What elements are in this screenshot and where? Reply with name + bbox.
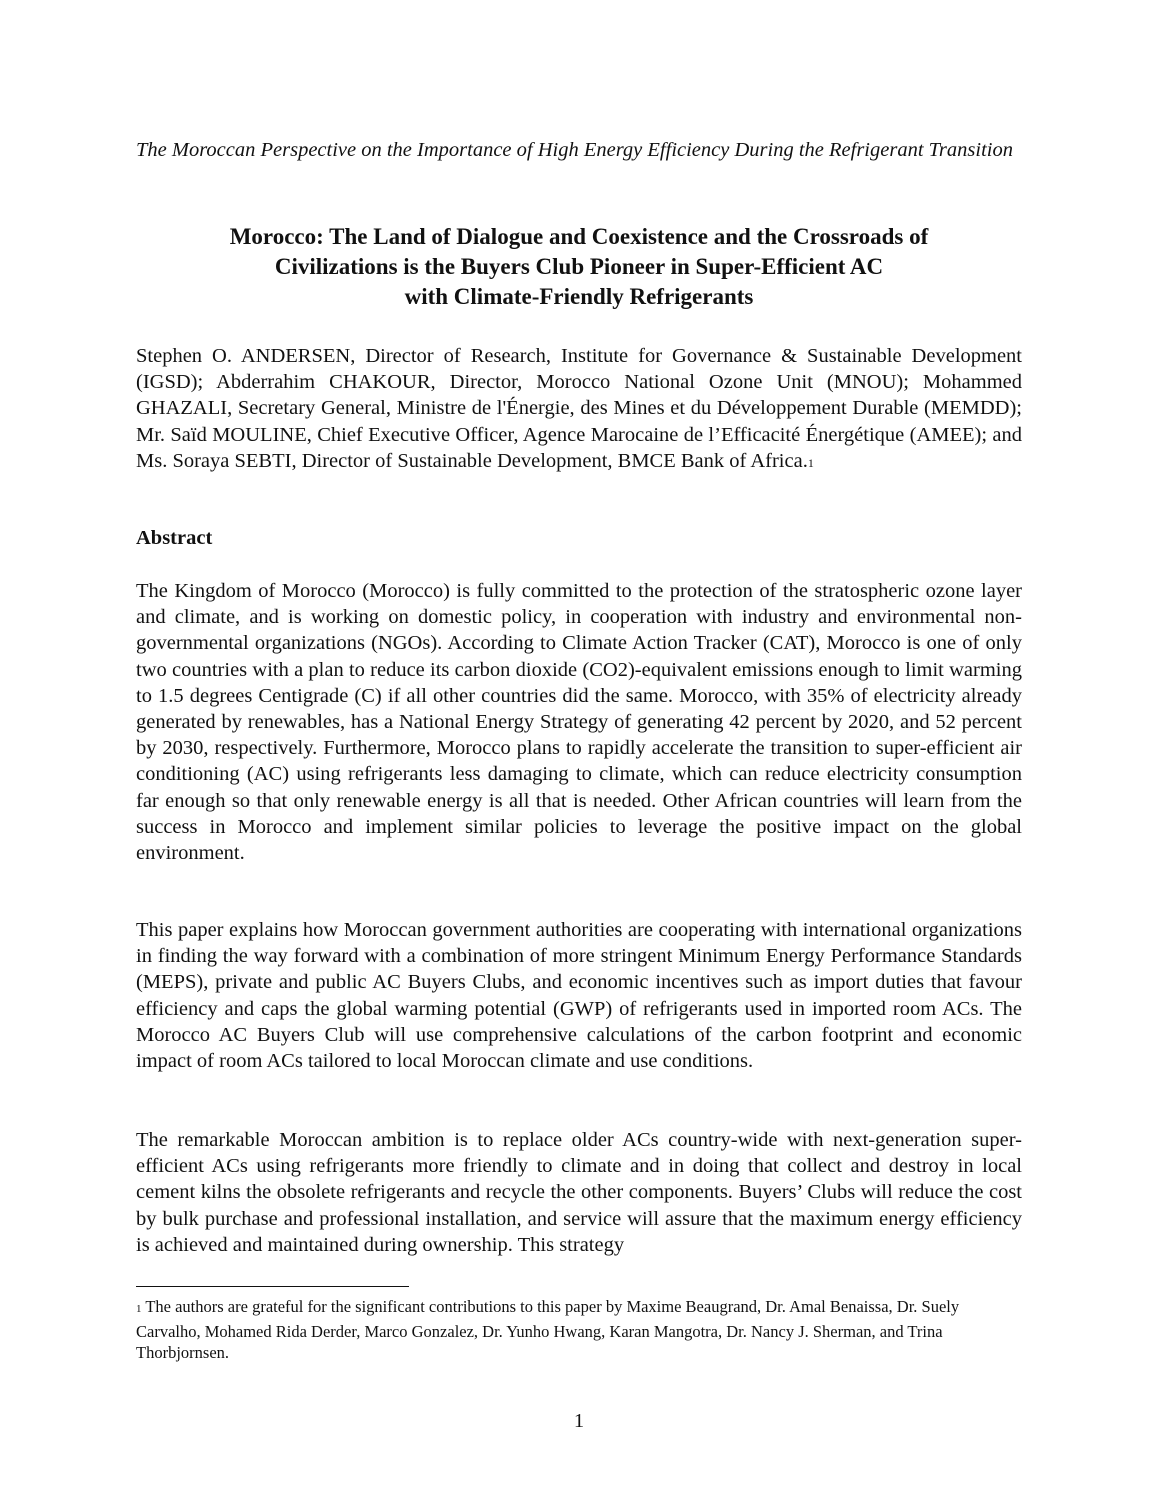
author-text: Stephen O. ANDERSEN, Director of Research, Institute for Governance & Sustainable Development (IGSD); Abderrahim CHAKOUR, Director, Morocco National Ozone Unit (MNOU); Mohammed GHAZALI, Secretary General, Ministre de l'Énergie, des Mines et du Développement Durable (MEMDD); Mr. Saïd MOULINE, Chief Executive Officer, Agence Marocaine de l’Efficacité Énergétique (AMEE); and Ms. Soraya SEBTI, Director of Sustainable Development, BMCE Bank of Africa. xyxy=(136,345,1022,472)
footnote-text: The authors are grateful for the significant contributions to this paper by Maxime Beaugrand, Dr. Amal Benaissa, Dr. Suely Carvalho, Mohamed Rida Derder, Marco Gonzalez, Dr. Yunho Hwang, Karan Mangotra, Dr. Nancy J. Sherman, and Trina Thorbjornsen. xyxy=(136,1297,960,1362)
abstract-heading: Abstract xyxy=(136,527,213,549)
abstract-paragraph-3: The remarkable Moroccan ambition is to replace older ACs country-wide with next-generation super-efficient ACs using refrigerants more friendly to climate and in doing that collect and destroy in local cement kilns the obsolete refrigerants and recycle the other components. Buyers’ Clubs will reduce the cost by bulk purchase and professional installation, and service will assure that the maximum energy efficiency is achieved and maintained during ownership. This strategy xyxy=(136,1129,1022,1256)
paper-title xyxy=(136,222,1022,312)
title-line-3: with Climate-Friendly Refrigerants xyxy=(404,284,754,309)
footnote-separator xyxy=(136,1286,409,1287)
abstract-paragraph-2: This paper explains how Moroccan government authorities are cooperating with international organizations in finding the way forward with a combination of more stringent Minimum Energy Performance Standards (MEPS), private and public AC Buyers Clubs, and economic incentives such as import duties that favour efficiency and caps the global warming potential (GWP) of refrigerants used in imported room ACs. The Morocco AC Buyers Club will use comprehensive calculations of the carbon footprint and economic impact of room ACs tailored to local Moroccan climate and use conditions. xyxy=(136,919,1022,1073)
author-list xyxy=(136,343,1022,476)
abstract-paragraph-1: The Kingdom of Morocco (Morocco) is fully committed to the protection of the stratospheric ozone layer and climate, and is working on domestic policy, in cooperation with industry and environmental non-governmental organizations (NGOs). According to Climate Action Tracker (CAT), Morocco is one of only two countries with a plan to reduce its carbon dioxide (CO2)-equivalent emissions enough to limit warming to 1.5 degrees Centigrade (C) if all other countries did the same. Morocco, with 35% of electricity already generated by renewables, has a National Energy Strategy of generating 42 percent by 2020, and 52 percent by 2030, respectively. Furthermore, Morocco plans to rapidly accelerate the transition to super-efficient air conditioning (AC) using refrigerants less damaging to climate, which can reduce electricity consumption far enough so that only renewable energy is all that is needed. Other African countries will learn from the success in Morocco and implement similar policies to leverage the positive impact on the global environment. xyxy=(136,580,1022,865)
running-head: The Moroccan Perspective on the Importance of High Energy Efficiency During the Refrigerant Transition xyxy=(136,139,1013,161)
title-line-2: Civilizations is the Buyers Club Pioneer in Super-Efficient AC xyxy=(274,254,884,279)
footnote-marker: 1 xyxy=(136,1303,142,1315)
footnote-reference[interactable]: 1 xyxy=(807,455,814,470)
footnote xyxy=(136,1296,1022,1364)
page-number: 1 xyxy=(573,1410,585,1432)
document-page xyxy=(136,0,1022,1500)
title-line-1: Morocco: The Land of Dialogue and Coexistence and the Crossroads of xyxy=(229,224,929,249)
